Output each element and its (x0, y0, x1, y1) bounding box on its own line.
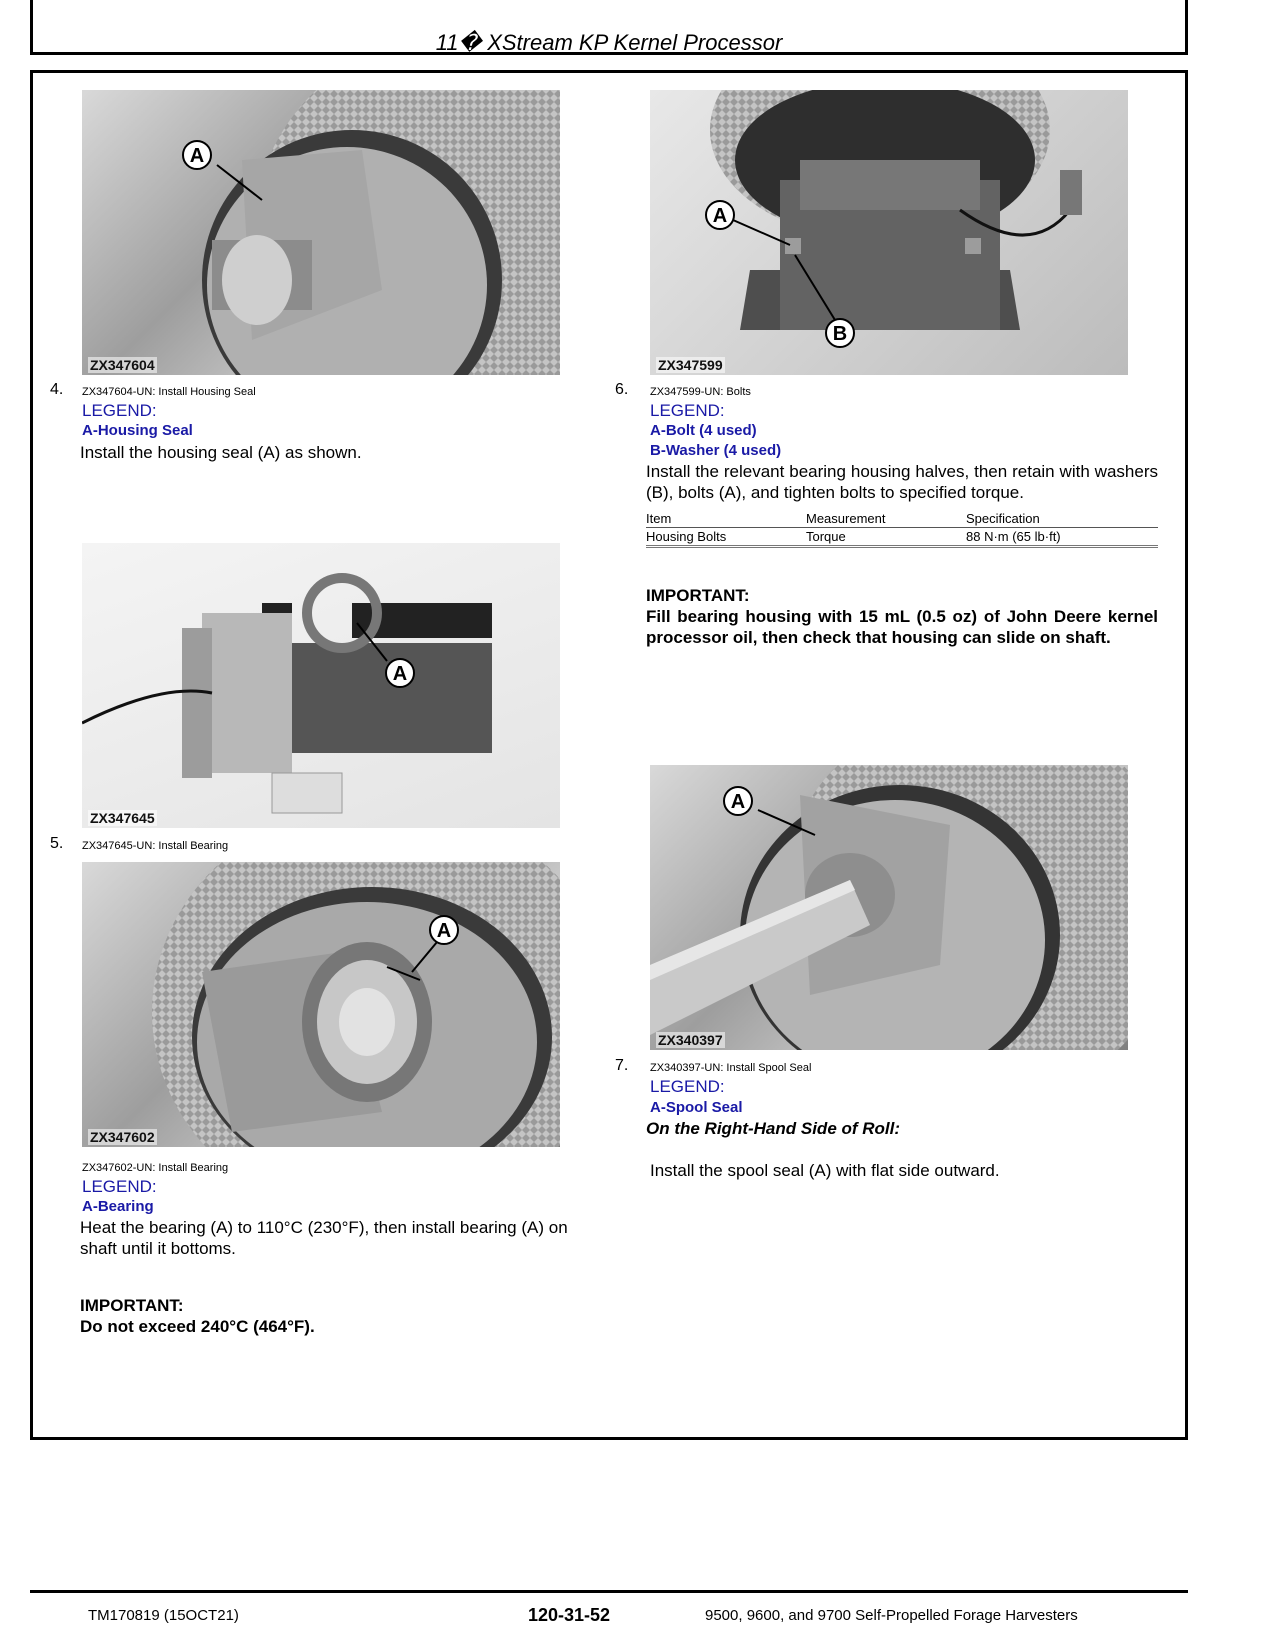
callout-a: A (189, 145, 205, 167)
legend-heading: LEGEND: (650, 401, 725, 420)
figure-caption: ZX347645-UN: Install Bearing (82, 840, 229, 852)
legend-item: B-Washer (4 used) (650, 442, 782, 459)
callout-a: A (392, 663, 408, 685)
table-header: Measurement (806, 510, 966, 528)
photo-housing-seal-illustration (82, 90, 560, 375)
table-cell: Torque (806, 528, 966, 547)
photo-id: ZX347599 (658, 357, 723, 373)
legend-heading: LEGEND: (82, 1177, 157, 1196)
model-list: 9500, 9600, and 9700 Self-Propelled Forage Harvesters (705, 1607, 1078, 1624)
callout-a: A (436, 920, 452, 942)
photo-spool-seal-illustration (650, 765, 1128, 1050)
callout-a: A (730, 791, 746, 813)
important-heading: IMPORTANT: (80, 1296, 184, 1315)
step-number: 5. (50, 835, 64, 852)
legend-item: A-Spool Seal (650, 1099, 743, 1116)
page-title: 11� XStream KP Kernel Processor (435, 30, 783, 55)
photo-spool-seal (650, 765, 1128, 1050)
instruction-text: Install the spool seal (A) with flat side outward. (650, 1161, 1000, 1180)
important-heading: IMPORTANT: (646, 586, 750, 605)
legend-item: A-Bearing (82, 1198, 154, 1215)
table-header: Item (646, 510, 806, 528)
photo-id: ZX347645 (90, 810, 155, 826)
legend-item: A-Bolt (4 used) (650, 422, 757, 439)
page-number: 120-31-52 (528, 1605, 611, 1625)
legend-heading: LEGEND: (82, 401, 157, 420)
table-header: Specification (966, 510, 1158, 528)
legend-heading: LEGEND: (650, 1077, 725, 1096)
table-cell: 88 N·m (65 lb·ft) (966, 528, 1158, 547)
photo-id: ZX347602 (90, 1129, 155, 1145)
figure-caption: ZX347602-UN: Install Bearing (82, 1162, 229, 1174)
instruction-text: Install the relevant bearing housing halves, then retain with washers (B), bolts (A), and tighten bolts to specified torque. (646, 462, 1158, 502)
step-number: 7. (615, 1057, 629, 1074)
photo-bearing-housing-bolts (650, 90, 1128, 375)
photo-bearing-installed-illustration (82, 862, 560, 1147)
photo-bearing-housing-bolts-illustration (650, 90, 1128, 375)
step-number: 6. (615, 381, 629, 398)
figure-caption: ZX347604-UN: Install Housing Seal (82, 386, 256, 398)
callout-a: A (712, 205, 728, 227)
step-number: 4. (50, 381, 64, 398)
sub-heading: On the Right-Hand Side of Roll: (646, 1119, 901, 1138)
document-id: TM170819 (15OCT21) (88, 1607, 239, 1624)
important-text: Fill bearing housing with 15 mL (0.5 oz) of John Deere kernel processor oil, then check that housing can slide on shaft. (646, 607, 1158, 647)
photo-bearing-heater (82, 543, 560, 828)
important-text: Do not exceed 240°C (464°F). (80, 1317, 315, 1336)
photo-id: ZX347604 (90, 357, 155, 373)
photo-bearing-installed (82, 862, 560, 1147)
instruction-text: Heat the bearing (A) to 110°C (230°F), then install bearing (A) on shaft until it bottoms. (80, 1218, 568, 1258)
photo-bearing-heater-illustration (82, 543, 560, 828)
footer-rule (30, 1590, 1188, 1593)
figure-caption: ZX340397-UN: Install Spool Seal (650, 1062, 812, 1074)
figure-caption: ZX347599-UN: Bolts (650, 386, 751, 398)
callout-b: B (832, 323, 848, 345)
table-cell: Housing Bolts (646, 528, 806, 547)
torque-spec-table (646, 510, 1158, 548)
instruction-text: Install the housing seal (A) as shown. (80, 443, 362, 462)
photo-id: ZX340397 (658, 1032, 723, 1048)
legend-item: A-Housing Seal (82, 422, 193, 439)
photo-housing-seal (82, 90, 560, 375)
